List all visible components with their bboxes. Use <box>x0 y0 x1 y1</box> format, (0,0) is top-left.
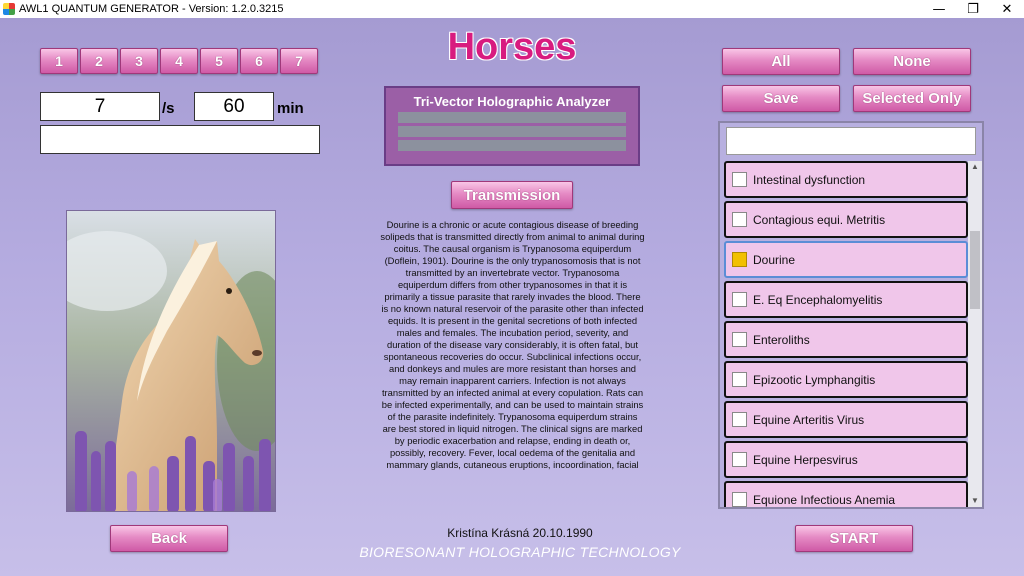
owner-info: Kristína Krásná 20.10.1990 <box>447 526 593 540</box>
list-item-label: Equine Herpesvirus <box>753 452 858 467</box>
list-item-label: E. Eq Encephalomyelitis <box>753 292 883 307</box>
checkbox[interactable] <box>732 412 747 427</box>
window-title: AWL1 QUANTUM GENERATOR - Version: 1.2.0.3215 <box>19 3 284 15</box>
close-button[interactable]: ✕ <box>1001 1 1013 17</box>
scroll-down-icon[interactable]: ▼ <box>971 496 979 505</box>
transmission-button[interactable]: Transmission <box>451 181 573 209</box>
list-scrollbar[interactable] <box>968 161 982 507</box>
number-button-4[interactable]: 4 <box>160 48 198 74</box>
slogan: BIORESONANT HOLOGRAPHIC TECHNOLOGY <box>359 544 681 560</box>
number-button-6[interactable]: 6 <box>240 48 278 74</box>
list-item[interactable] <box>724 481 968 509</box>
disease-description: Dourine is a chronic or acute contagious disease of breeding solipeds that is transmitted directly from animal to animal during coitus. The causal organism is Trypanosoma equiperdum (Doflein, 1901). Dourine is the only trypanosomosis that is not transmitted by an invertebrate vector. Trypanosoma equiperdum differs from other trypanosomes in that it is primarily a tissue parasite that rarely invades the blood. There is no known natural reservoir of the parasite other than infected equids. It is present in the genital secretions of both infected males and females. The incubation period, severity, and duration of the disease vary considerably, it is often fatal, but spontaneous recoveries do occur. Subclinical infections occur, and donkeys and mules are more resistant than horses and may remain inapparent carriers. Infection is not always transmitted by an infected animal at every copulation. Rats can be infected experimentally, and can be used to maintain strains of the parasite indefinitely. Trypanosoma equiperdum strains are best stored in liquid nitrogen. The clinical signs are marked by periodic exacerbation and relapse, ending in death or, possibly, recovery. Fever, local oedema of the genitalia and mammary glands, cutaneous eruptions, incoordination, facial <box>380 219 645 470</box>
disease-list-panel <box>718 121 984 509</box>
list-item-label: Contagious equi. Metritis <box>753 212 886 227</box>
back-button[interactable]: Back <box>110 525 228 552</box>
app-logo-icon <box>3 3 15 15</box>
start-button[interactable]: START <box>795 525 913 552</box>
main-panel <box>0 18 1024 576</box>
list-item-label: Enteroliths <box>753 332 810 347</box>
maximize-button[interactable]: ❐ <box>967 1 979 17</box>
number-button-3[interactable]: 3 <box>120 48 158 74</box>
analyzer-title: Tri-Vector Holographic Analyzer <box>413 94 611 109</box>
list-item[interactable] <box>724 321 968 358</box>
disease-list <box>724 161 968 509</box>
window-controls <box>922 0 1024 18</box>
search-input[interactable] <box>726 127 976 155</box>
page-title: Horses <box>447 26 577 68</box>
checkbox[interactable] <box>732 372 747 387</box>
list-item[interactable] <box>724 241 968 278</box>
analyzer-bar <box>398 126 626 137</box>
checkbox[interactable] <box>732 172 747 187</box>
frequency-input[interactable]: 7 <box>40 92 160 121</box>
window-titlebar <box>0 0 1024 18</box>
list-item-label: Dourine <box>753 252 796 267</box>
checkbox[interactable] <box>732 292 747 307</box>
list-item[interactable] <box>724 441 968 478</box>
selected-only-button[interactable]: Selected Only <box>853 85 971 112</box>
list-item[interactable] <box>724 161 968 198</box>
duration-input[interactable]: 60 <box>194 92 274 121</box>
checkbox[interactable] <box>732 492 747 507</box>
checkbox[interactable] <box>732 252 747 267</box>
duration-unit: min <box>277 100 304 117</box>
minimize-button[interactable]: — <box>932 1 946 17</box>
select-none-button[interactable]: None <box>853 48 971 75</box>
list-item[interactable] <box>724 201 968 238</box>
info-field[interactable] <box>40 125 320 154</box>
scroll-thumb[interactable] <box>970 231 980 309</box>
frequency-unit: /s <box>162 100 175 117</box>
save-button[interactable]: Save <box>722 85 840 112</box>
checkbox[interactable] <box>732 332 747 347</box>
horse-image <box>66 210 276 512</box>
analyzer-bar <box>398 140 626 151</box>
list-item-label: Equione Infectious Anemia <box>753 492 896 507</box>
number-button-5[interactable]: 5 <box>200 48 238 74</box>
number-button-2[interactable]: 2 <box>80 48 118 74</box>
checkbox[interactable] <box>732 452 747 467</box>
list-item[interactable] <box>724 361 968 398</box>
list-item-label: Equine Arteritis Virus <box>753 412 865 427</box>
analyzer-bar <box>398 112 626 123</box>
holographic-analyzer-panel <box>384 86 640 166</box>
checkbox[interactable] <box>732 212 747 227</box>
list-item[interactable] <box>724 401 968 438</box>
number-button-1[interactable]: 1 <box>40 48 78 74</box>
scroll-up-icon[interactable]: ▲ <box>971 162 979 171</box>
list-item-label: Intestinal dysfunction <box>753 172 866 187</box>
select-all-button[interactable]: All <box>722 48 840 75</box>
number-button-7[interactable]: 7 <box>280 48 318 74</box>
list-item-label: Epizootic Lymphangitis <box>753 372 876 387</box>
list-item[interactable] <box>724 281 968 318</box>
